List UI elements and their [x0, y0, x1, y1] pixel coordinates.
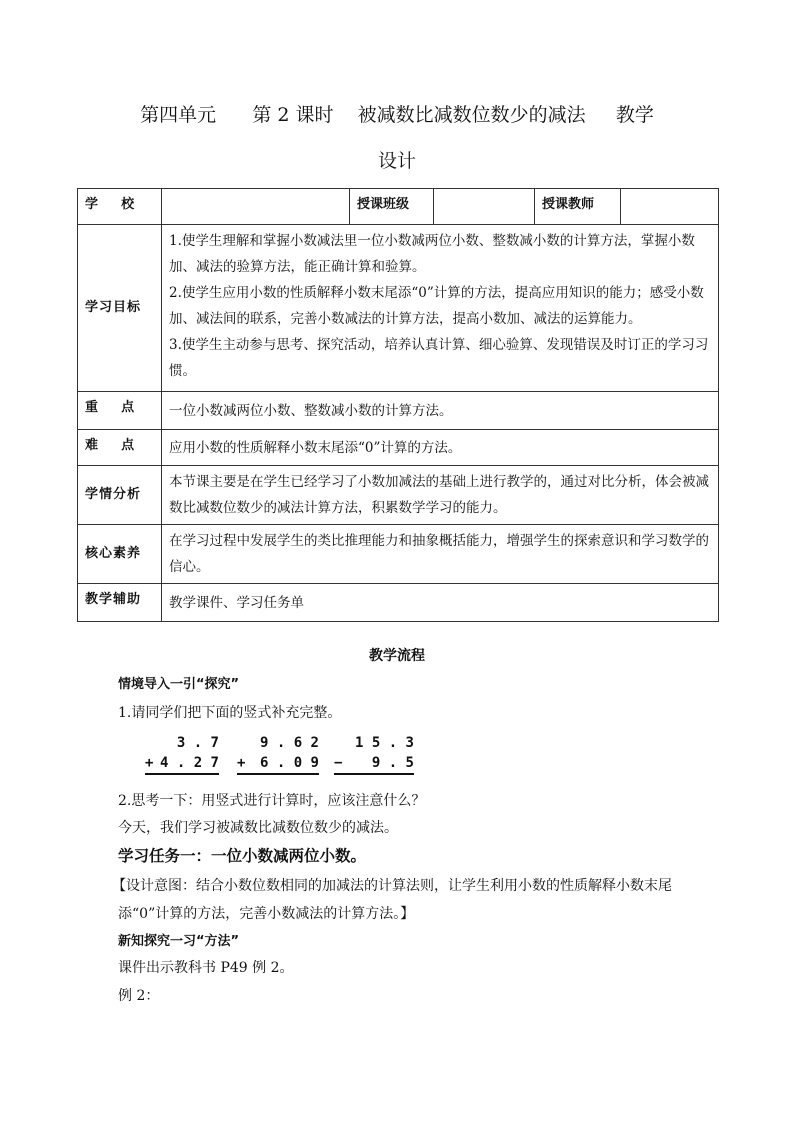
- new-knowledge-heading: 新知探究一习“方法”: [118, 934, 240, 949]
- literacy-label: 核心素养: [78, 525, 162, 584]
- difficulty-label: 难 点: [78, 430, 162, 466]
- analysis-label: 学情分析: [78, 466, 162, 525]
- school-label: 学 校: [78, 189, 162, 225]
- question-2: 2.思考一下：用竖式进行计算时，应该注意什么？: [118, 793, 426, 809]
- key-text: 一位小数减两位小数、整数减小数的计算方法。: [162, 392, 719, 430]
- goals-label: 学习目标: [78, 225, 162, 392]
- title-line-1: 第四单元 第 2 课时 被减数比减数位数少的减法 教学: [140, 104, 654, 126]
- calc-top: 1 5 . 3: [354, 735, 414, 751]
- teacher-value[interactable]: [621, 189, 719, 225]
- vertical-calc-3: [334, 733, 414, 775]
- calc-bottom: 6 . 0 9: [259, 755, 319, 771]
- calc-bottom: 4 . 2 7: [159, 755, 219, 771]
- class-label: 授课班级: [350, 189, 434, 225]
- key-label: 重 点: [78, 392, 162, 430]
- calc-bottom: 9 . 5: [371, 755, 414, 771]
- lesson-info-table: [77, 188, 719, 622]
- vertical-calc-1: [145, 733, 219, 775]
- calc-operator: +: [145, 755, 154, 771]
- calc-top: 9 . 6 2: [259, 735, 319, 751]
- school-value[interactable]: [162, 189, 350, 225]
- title-line-2: 设计: [377, 150, 416, 172]
- question-1: 1.请同学们把下面的竖式补充完整。: [118, 705, 342, 721]
- goal-item: 2.使学生应用小数的性质解释小数末尾添“0”计算的方法，提高应用知识的能力；感受小数加、减法间的联系，完善小数减法的计算方法，提高小数加、减法的运算能力。: [169, 285, 704, 327]
- vertical-calc-2: [237, 733, 319, 775]
- example-label: 例 2：: [118, 988, 160, 1004]
- design-intent-line-2: 添“0”计算的方法，完善小数减法的计算方法。】: [118, 906, 415, 922]
- aids-label: 教学辅助: [78, 584, 162, 622]
- literacy-text: 在学习过程中发展学生的类比推理能力和抽象概括能力，增强学生的探索意识和学习数学的信心。: [162, 525, 719, 584]
- analysis-text: 本节课主要是在学生已经学习了小数加减法的基础上进行教学的，通过对比分析，体会被减数比减数位数少的减法计算方法，积累数学学习的能力。: [162, 466, 719, 525]
- design-intent-line-1: 【设计意图：结合小数位数相同的加减法的计算法则，让学生利用小数的性质解释小数末尾: [112, 878, 672, 894]
- goal-item: 3.使学生主动参与思考、探究活动，培养认真计算、细心验算、发现错误及时订正的学习习惯。: [169, 337, 709, 379]
- goals-cell: [162, 225, 719, 392]
- calc-operator: −: [334, 755, 343, 771]
- goal-item: 1.使学生理解和掌握小数减法里一位小数减两位小数、整数减小数的计算方法，掌握小数加、减法的验算方法，能正确计算和验算。: [169, 233, 695, 275]
- difficulty-text: 应用小数的性质解释小数末尾添“0”计算的方法。: [162, 430, 719, 466]
- page-title: [0, 95, 794, 181]
- task-1-heading: 学习任务一：一位小数减两位小数。: [118, 847, 367, 865]
- intro-heading: 情境导入一引“探究”: [118, 677, 240, 692]
- courseware-text: 课件出示教科书 P49 例 2。: [118, 960, 294, 976]
- aids-text: 教学课件、学习任务单: [162, 584, 719, 622]
- today-text: 今天，我们学习被减数比减数位数少的减法。: [118, 820, 398, 836]
- calc-top: 3 . 7: [176, 735, 219, 751]
- calc-operator: +: [237, 755, 246, 771]
- flow-title: 教学流程: [369, 648, 425, 664]
- teacher-label: 授课教师: [535, 189, 621, 225]
- class-value[interactable]: [434, 189, 535, 225]
